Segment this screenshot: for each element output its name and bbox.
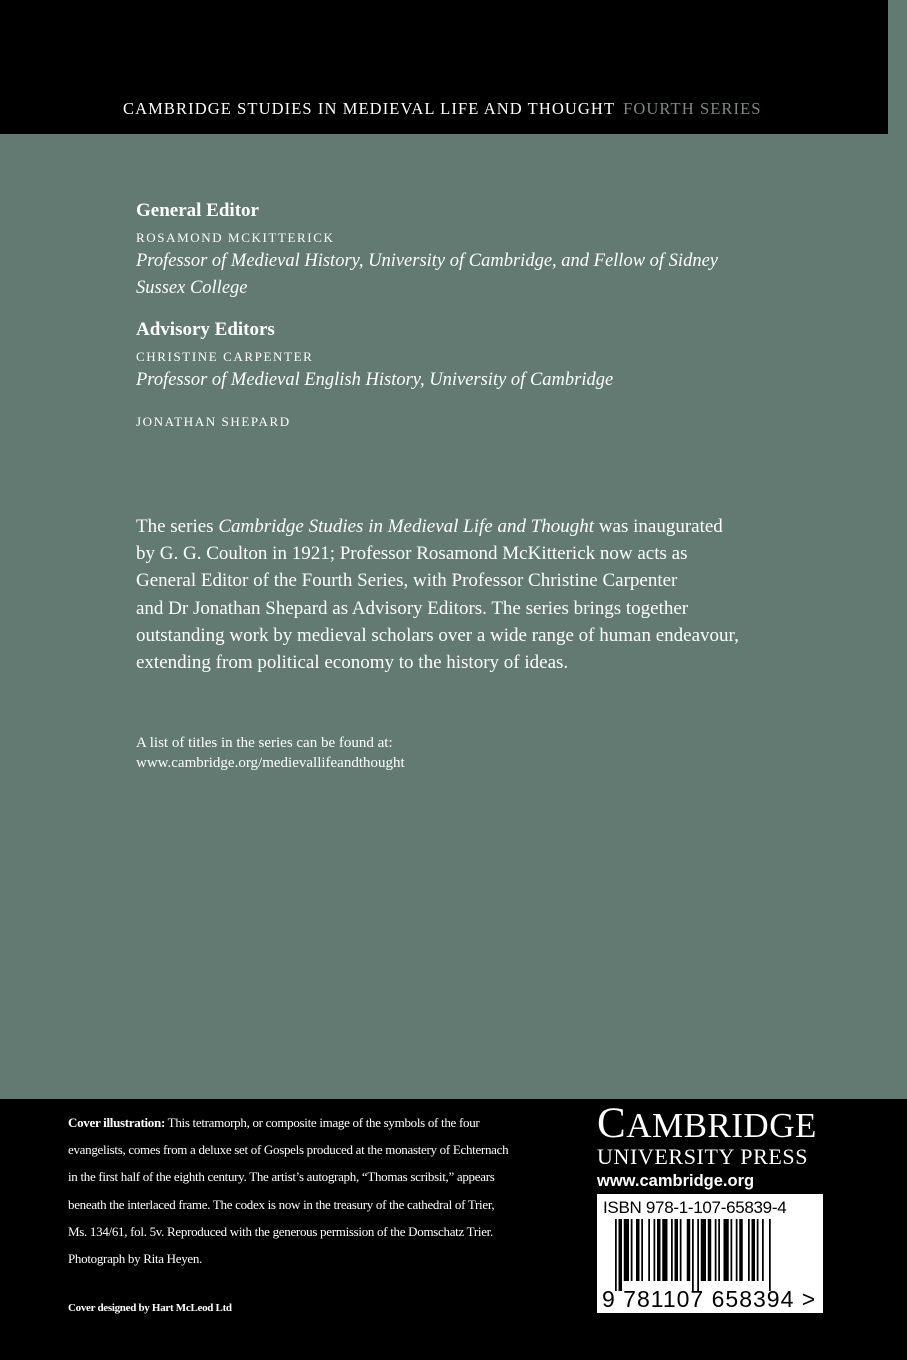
barcode-bar xyxy=(680,1219,682,1281)
blurb-line: by G. G. Coulton in 1921; Professor Rosamond McKitterick now acts as xyxy=(136,543,688,565)
credit-line: beneath the interlaced frame. The codex is now in the treasury of the cathedral of Trier, xyxy=(68,1196,495,1212)
blurb-line: General Editor of the Fourth Series, with Professor Christine Carpenter xyxy=(136,570,678,592)
blurb-text: The series xyxy=(136,516,219,537)
barcode-bar xyxy=(748,1219,750,1281)
series-description xyxy=(136,513,836,676)
barcode-bar xyxy=(671,1219,673,1281)
credit-line xyxy=(68,1109,508,1136)
barcode-bar xyxy=(692,1219,694,1291)
editors-block xyxy=(136,199,816,430)
barcode-bar xyxy=(687,1219,691,1281)
isbn-barcode xyxy=(597,1194,823,1313)
barcode-bar xyxy=(736,1219,738,1281)
blurb-line: and Dr Jonathan Shepard as Advisory Editors. The series brings together xyxy=(136,597,689,619)
series-title-italic: Cambridge Studies in Medieval Life and Thought xyxy=(218,516,595,537)
series-title xyxy=(123,99,762,119)
general-editor-name: ROSAMOND MCKITTERICK xyxy=(136,230,335,245)
blurb-line xyxy=(136,513,836,540)
affiliation-line: Sussex College xyxy=(136,278,248,298)
barcode-bar xyxy=(715,1219,717,1281)
series-url[interactable]: www.cambridge.org/medievallifeandthought xyxy=(136,755,405,771)
blurb-line: outstanding work by medieval scholars over a wide range of human endeavour, xyxy=(136,624,739,646)
publisher-name-rest: AMBRIDGE xyxy=(626,1106,817,1145)
barcode-digits: 9 781107 658394 > xyxy=(602,1286,817,1312)
blurb-text: was inaugurated xyxy=(594,516,723,537)
cover-illustration-credit xyxy=(68,1109,508,1272)
advisory-editor-name: CHRISTINE CARPENTER xyxy=(136,349,314,364)
advisory-editor-affiliation: Professor of Medieval English History, University of Cambridge xyxy=(136,370,614,390)
barcode-bar xyxy=(648,1219,650,1281)
blurb-line: extending from political economy to the history of ideas. xyxy=(136,652,569,674)
publisher-initial: C xyxy=(597,1100,627,1147)
barcode-bar xyxy=(757,1219,759,1281)
barcode-bar xyxy=(718,1219,720,1281)
barcode-bar xyxy=(724,1219,729,1281)
barcode-bar xyxy=(641,1219,643,1281)
advisory-editors-label: Advisory Editors xyxy=(136,319,275,340)
titles-list-label: A list of titles in the series can be found at: xyxy=(136,735,393,751)
credit-line: Ms. 134/61, fol. 5v. Reproduced with the generous permission of the Domschatz Trier. xyxy=(68,1223,493,1239)
isbn-number: ISBN 978-1-107-65839-4 xyxy=(603,1198,787,1217)
credit-label: Cover illustration: xyxy=(68,1115,165,1130)
affiliation-line: Professor of Medieval History, University of Cambridge, and Fellow of Sidney xyxy=(136,251,718,271)
cover-designer-credit: Cover designed by Hart McLeod Ltd xyxy=(68,1302,232,1314)
barcode-bar xyxy=(739,1219,743,1281)
credit-line: Photograph by Rita Heyen. xyxy=(68,1251,203,1267)
publisher-name xyxy=(597,1100,827,1147)
barcode-bar xyxy=(697,1219,699,1291)
barcode-bar xyxy=(631,1219,633,1281)
publisher-press: UNIVERSITY PRESS xyxy=(597,1144,809,1169)
barcode-bar xyxy=(615,1219,617,1291)
barcode-bar xyxy=(662,1219,667,1281)
publisher-logo xyxy=(597,1100,827,1193)
barcode-bar xyxy=(731,1219,733,1281)
publisher-url[interactable]: www.cambridge.org xyxy=(597,1172,755,1190)
titles-list-note xyxy=(136,733,405,773)
barcode-bar xyxy=(701,1219,706,1281)
credit-line: in the first half of the eighth century. The artist’s autograph, “Thomas scribsit,” appears xyxy=(68,1169,495,1185)
general-editor-label: General Editor xyxy=(136,200,259,221)
footer-band xyxy=(0,1099,907,1360)
barcode-bar xyxy=(657,1219,661,1281)
series-number: FOURTH SERIES xyxy=(623,99,762,118)
barcode-bar xyxy=(752,1219,756,1281)
barcode-bars xyxy=(615,1219,815,1291)
barcode-bar xyxy=(624,1219,629,1281)
barcode-bar xyxy=(762,1219,764,1281)
advisory-editor-name: JONATHAN SHEPARD xyxy=(136,414,291,429)
series-name: CAMBRIDGE STUDIES IN MEDIEVAL LIFE AND THOUGHT xyxy=(123,99,616,118)
barcode-bar xyxy=(654,1219,656,1281)
barcode-bar xyxy=(769,1219,771,1291)
general-editor-affiliation xyxy=(136,248,816,302)
barcode-bar xyxy=(619,1219,623,1291)
credit-text: This tetramorph, or composite image of the symbols of the four xyxy=(164,1115,480,1130)
barcode-bar xyxy=(636,1219,640,1281)
series-header-band xyxy=(0,0,888,134)
barcode-bar xyxy=(675,1219,679,1281)
credit-line: evangelists, comes from a deluxe set of Gospels produced at the monastery of Echternach xyxy=(68,1142,509,1158)
barcode-bar xyxy=(708,1219,712,1281)
